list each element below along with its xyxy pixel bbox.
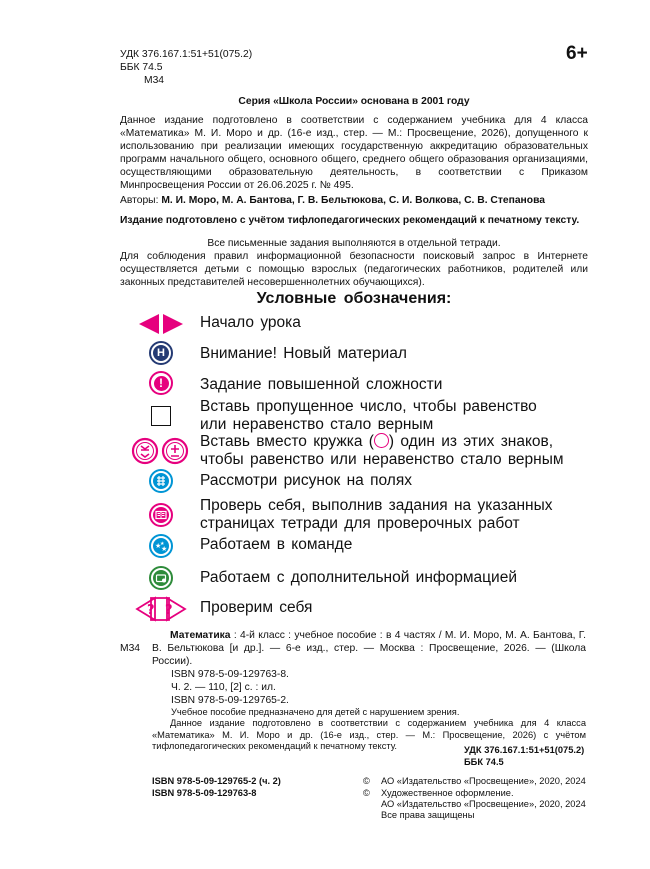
svg-text:★: ★: [161, 545, 168, 553]
footer-isbn-part: ISBN 978-5-09-129765-2 (ч. 2): [152, 776, 281, 786]
legend-item-missing-number: [128, 398, 598, 434]
age-rating: 6+: [566, 43, 588, 64]
check-yourself-rhombus-icon: [128, 594, 194, 624]
copyright-line-4: Все права защищены: [381, 810, 475, 820]
exclamation-icon: !: [128, 368, 194, 398]
legend-item-new-material: [128, 338, 598, 368]
legend-item-hard-task: [128, 368, 598, 398]
typhlo-note: Издание подготовлено с учётом тифлопедагогических рекомендаций к печатному тексту.: [120, 215, 580, 226]
intro-paragraph: Данное издание подготовлено в соответствии с содержанием учебника для 4 класса «Математика» М. И. Моро и др. (16-е изд., стер. — М.: Просвещение, 2026), допущенного к использованию при реализации имеющих государственную аккредитацию образовательных программ начального общего, основного общего, среднего общего образования организациями, осуществляющими образовательную деятельность, в соответствии с Приказом Минпросвещения России от 26.06.2025 г. № 495.: [120, 115, 588, 191]
catalog-isbn-part: ISBN 978-5-09-129765-2.: [171, 695, 289, 706]
extra-info-icon: [128, 563, 194, 593]
catalog-note-1: Учебное пособие предназначено для детей с нарушением зрения.: [171, 707, 460, 717]
catalog-entry: [152, 629, 586, 668]
internet-note: Для соблюдения правил информационной безопасности поисковый запрос в Интернете осуществляется детьми с помощью взрослых (педагогических работников, родителей или законных представителей несовершеннолетних обучающихся).: [120, 251, 588, 288]
legend-text: Работаем с дополнительной информацией: [200, 569, 517, 586]
legend-text-part: ) один из этих знаков,: [388, 433, 554, 450]
legend-text: Проверим себя: [200, 599, 313, 616]
small-circle-icon: [374, 433, 389, 448]
catalog-title: Математика: [170, 630, 231, 641]
team-stars-icon: [128, 531, 194, 561]
svg-text:★: ★: [160, 541, 165, 547]
legend-text: Внимание! Новый материал: [200, 345, 407, 362]
legend-text: Задание повышенной сложности: [200, 376, 443, 393]
picture-grid-icon: [128, 466, 194, 496]
legend-text-part: Вставь вместо кружка (: [200, 433, 374, 450]
legend-text: Начало урока: [200, 314, 301, 331]
footer-isbn-set: ISBN 978-5-09-129763-8: [152, 788, 257, 798]
authors-line: [120, 194, 590, 207]
svg-text:?: ?: [165, 603, 173, 618]
legend-text: Работаем в команде: [200, 536, 353, 553]
copyright-symbol: ©: [363, 776, 370, 786]
catalog-part: Ч. 2. — 110, [2] с. : ил.: [171, 682, 276, 693]
copyright-line-1: АО «Издательство «Просвещение», 2020, 2024: [381, 776, 586, 786]
bbk-code: ББК 74.5: [120, 62, 163, 73]
series-line: Серия «Школа России» основана в 2001 году: [238, 96, 470, 107]
legend-item-team: [128, 531, 598, 561]
authors-label: Авторы:: [120, 195, 159, 206]
legend-text-part: чтобы равенство или неравенство стало верным: [200, 451, 564, 468]
legend-item-check-yourself: [128, 594, 598, 624]
svg-text:?: ?: [147, 603, 155, 618]
catalog-note-2: Данное издание подготовлено в соответствии с содержанием учебника для 4 класса «Математика» М. И. Моро и др. (16-е изд., стер. — М.: Просвещение, 2026) с учётом тифлопедагогических рекомендаций к печатному тексту.: [152, 718, 586, 751]
lesson-start-arrows-icon: [128, 309, 194, 339]
legend-text: Проверь себя, выполнив задания на указанных страницах тетради для проверочных работ: [200, 497, 553, 532]
author-mark: М34: [144, 75, 165, 86]
legend-item-notebook-check: [128, 497, 598, 533]
catalog-code: М34: [120, 643, 141, 654]
legend-text: [200, 433, 564, 469]
legend-item-extra-info: [128, 563, 598, 593]
svg-text:★: ★: [155, 542, 162, 550]
copyright-symbol: ©: [363, 788, 370, 798]
empty-square-icon: [128, 398, 194, 434]
catalog-udk: УДК 376.167.1:51+51(075.2): [464, 745, 585, 755]
new-material-H-icon: Н: [128, 338, 194, 368]
signs-circles-icon: [128, 433, 194, 469]
catalog-bbk: ББК 74.5: [464, 757, 504, 767]
catalog-isbn-set: ISBN 978-5-09-129763-8.: [171, 669, 289, 680]
copyright-line-3: АО «Издательство «Просвещение», 2020, 2024: [381, 799, 586, 809]
authors-names: М. И. Моро, М. А. Бантова, Г. В. Бельтюкова, С. И. Волкова, С. В. Степанова: [161, 195, 545, 206]
legend-item-signs: [128, 433, 598, 469]
legend-text: Рассмотри рисунок на полях: [200, 472, 412, 489]
legend-title: Условные обозначения:: [256, 290, 452, 307]
legend-item-lesson-start: [128, 309, 598, 339]
udk-code: УДК 376.167.1:51+51(075.2): [120, 49, 253, 60]
notebook-note: Все письменные задания выполняются в отдельной тетради.: [207, 238, 501, 249]
legend-text: Вставь пропущенное число, чтобы равенство или неравенство стало верным: [200, 398, 537, 433]
legend-item-picture: [128, 466, 598, 496]
notebook-check-icon: [128, 497, 194, 533]
catalog-entry-text: : 4-й класс : учебное пособие : в 4 частях / М. И. Моро, М. А. Бантова, Г. В. Бельтюкова [и др.]. — 6-е изд., стер. — Москва : Просвещение, 2026. — (Школа России).: [152, 630, 586, 667]
copyright-line-2: Художественное оформление.: [381, 788, 514, 798]
